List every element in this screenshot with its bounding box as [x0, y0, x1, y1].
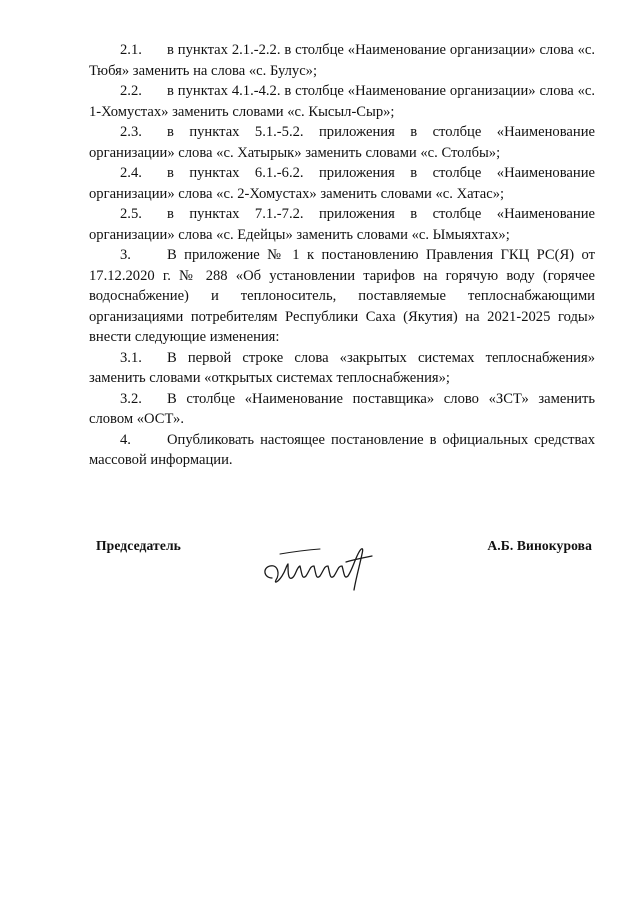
clause-text: В столбце «Наименование поставщика» слово «ЗСТ» заменить словом «ОСТ». — [89, 390, 595, 427]
clause-2-4 — [89, 163, 595, 204]
clause-3-2 — [89, 389, 595, 430]
clause-number: 2.5. — [120, 206, 142, 222]
clause-text: в пунктах 5.1.-5.2. приложения в столбце «Наименование организации» слова «с. Хатырык» заменить словами «с. Столбы»; — [89, 124, 595, 161]
clause-2-1 — [89, 40, 595, 81]
clause-3 — [89, 245, 595, 348]
clause-number: 3.1. — [120, 349, 142, 366]
clause-number: 2.2. — [120, 83, 142, 99]
clause-text: Опубликовать настоящее постановление в официальных средствах массовой информации. — [89, 431, 595, 468]
clause-2-5 — [89, 204, 595, 245]
clause-number: 3. — [120, 247, 131, 263]
clause-number: 2.1. — [120, 42, 142, 58]
clause-text: в пунктах 2.1.-2.2. в столбце «Наименование организации» слова «с. Тюбя» заменить на слова «с. Булус»; — [89, 42, 595, 79]
handwritten-signature — [258, 540, 378, 600]
signatory-title: Председатель — [96, 538, 181, 553]
clause-4 — [89, 430, 595, 471]
document-body — [89, 40, 595, 471]
clause-text: в пунктах 6.1.-6.2. приложения в столбце «Наименование организации» слова «с. 2-Хомустах» заменить словами «с. Хатас»; — [89, 165, 595, 202]
clause-3-1 — [89, 348, 595, 389]
signatory-name: А.Б. Винокурова — [487, 538, 592, 553]
clause-text: В первой строке слова «закрытых системах теплоснабжения» заменить словами «открытых системах теплоснабжения»; — [89, 349, 595, 386]
clause-2-2 — [89, 81, 595, 122]
clause-number: 2.4. — [120, 165, 142, 181]
clause-text: в пунктах 7.1.-7.2. приложения в столбце «Наименование организации» слова «с. Едейцы» заменить словами «с. Ымыяхтах»; — [89, 206, 595, 243]
clause-number: 4. — [120, 431, 131, 448]
clause-number: 2.3. — [120, 124, 142, 140]
clause-2-3 — [89, 122, 595, 163]
clause-text: В приложение № 1 к постановлению Правления ГКЦ РС(Я) от 17.12.2020 г. № 288 «Об установлении тарифов на горячую воду (горячее водоснабжение) и теплоноситель, поставляемые теплоснабжающими организациями потребителям Республики Саха (Якутия) на 2021-2025 годы» внести следующие изменения: — [89, 247, 595, 345]
clause-text: в пунктах 4.1.-4.2. в столбце «Наименование организации» слова «с. 1-Хомустах» заменить словами «с. Кысыл-Сыр»; — [89, 83, 595, 120]
clause-number: 3.2. — [120, 390, 142, 407]
